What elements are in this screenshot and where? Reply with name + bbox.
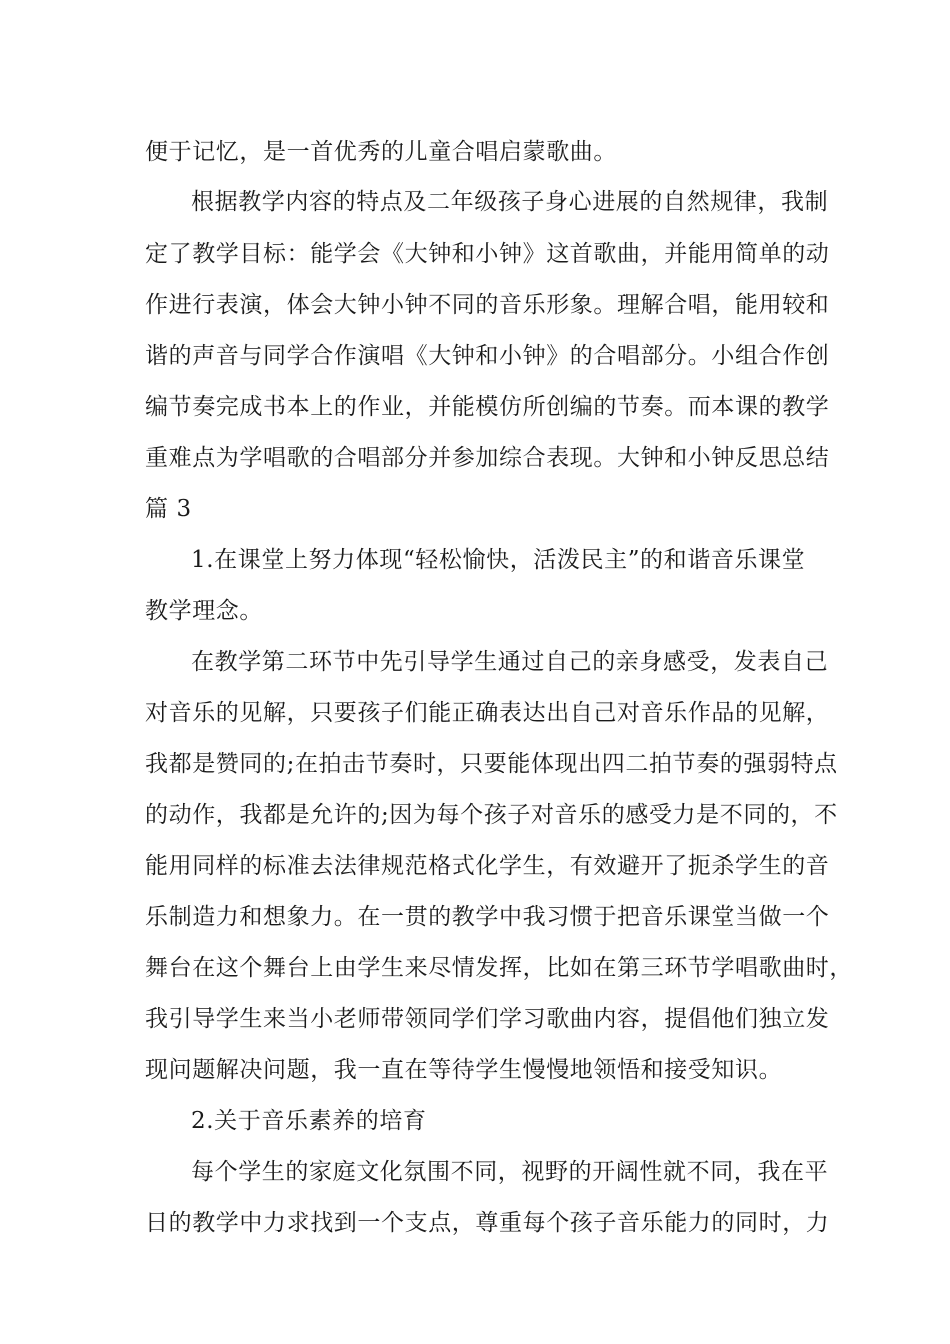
text-line: 便于记忆，是一首优秀的儿童合唱启蒙歌曲。 bbox=[145, 139, 617, 165]
text-line: 定了教学目标：能学会《大钟和小钟》这首歌曲，并能用简单的动 bbox=[145, 241, 830, 267]
text-line: 谐的声音与同学合作演唱《大钟和小钟》的合唱部分。小组合作创 bbox=[145, 343, 830, 369]
paragraph-first-line: 每个学生的家庭文化氛围不同，视野的开阔性就不同，我在平 bbox=[191, 1159, 829, 1185]
text-line: 教学理念。 bbox=[145, 598, 263, 624]
text-line: 我引导学生来当小老师带领同学们学习歌曲内容，提倡他们独立发 bbox=[145, 1006, 830, 1032]
text-line: 篇 3 bbox=[145, 496, 192, 522]
text-line: 对音乐的见解，只要孩子们能正确表达出自己对音乐作品的见解， bbox=[145, 700, 830, 726]
text-line: 重难点为学唱歌的合唱部分并参加综合表现。大钟和小钟反思总结 bbox=[145, 445, 830, 471]
text-line: 乐制造力和想象力。在一贯的教学中我习惯于把音乐课堂当做一个 bbox=[145, 904, 830, 930]
text-line: 舞台在这个舞台上由学生来尽情发挥，比如在第三环节学唱歌曲时， bbox=[145, 955, 853, 981]
text-line: 我都是赞同的;在拍击节奏时，只要能体现出四二拍节奏的强弱特点 bbox=[145, 751, 838, 777]
text-line: 日的教学中力求找到一个支点，尊重每个孩子音乐能力的同时，力 bbox=[145, 1210, 830, 1236]
paragraph-first-line: 根据教学内容的特点及二年级孩子身心进展的自然规律，我制 bbox=[191, 189, 829, 215]
list-item-2-heading: 2.关于音乐素养的培育 bbox=[191, 1108, 427, 1134]
text-line: 编节奏完成书本上的作业，并能模仿所创编的节奏。而本课的教学 bbox=[145, 394, 830, 420]
text-line: 能用同样的标准去法律规范格式化学生，有效避开了扼杀学生的音 bbox=[145, 853, 830, 879]
list-item-1-heading: 1.在课堂上努力体现“轻松愉快，活泼民主”的和谐音乐课堂 bbox=[191, 547, 806, 573]
text-line: 现问题解决问题，我一直在等待学生慢慢地领悟和接受知识。 bbox=[145, 1057, 783, 1083]
text-line: 作进行表演，体会大钟小钟不同的音乐形象。理解合唱，能用较和 bbox=[145, 292, 830, 318]
text-line: 的动作，我都是允许的;因为每个孩子对音乐的感受力是不同的，不 bbox=[145, 802, 838, 828]
paragraph-first-line: 在教学第二环节中先引导学生通过自己的亲身感受，发表自己 bbox=[191, 649, 829, 675]
